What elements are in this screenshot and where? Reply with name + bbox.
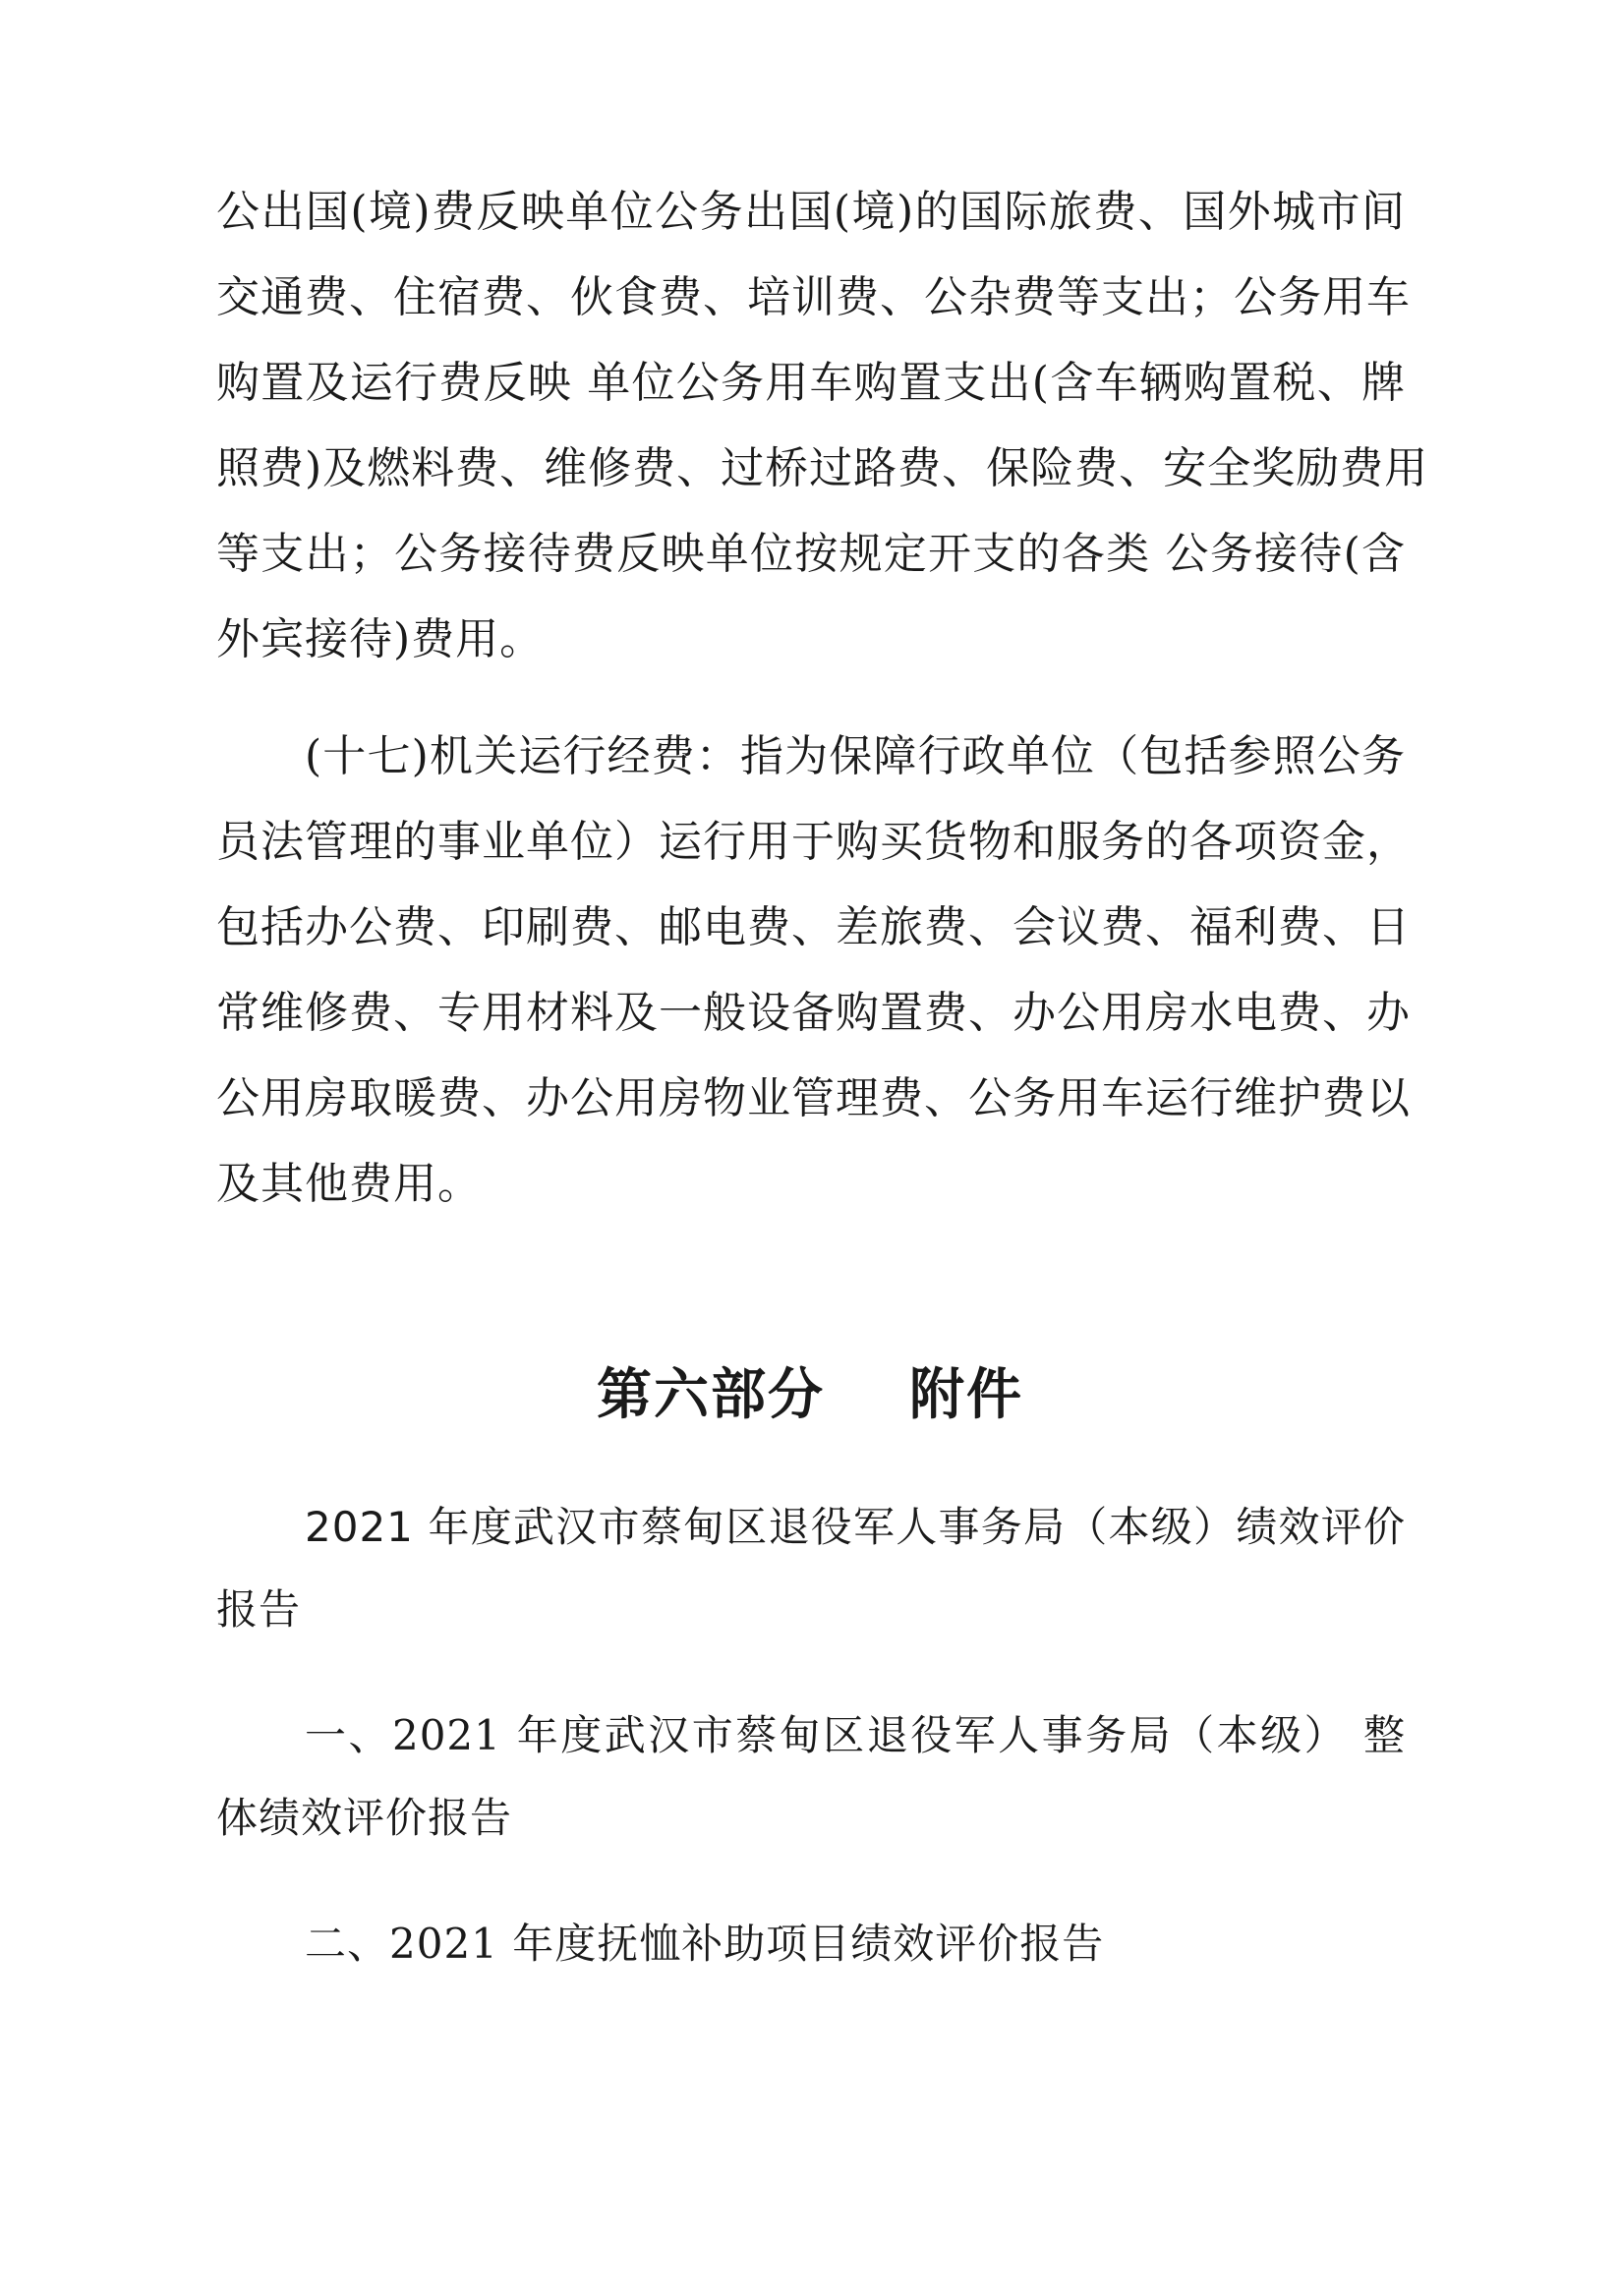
section-title: 第六部分 附件 — [597, 1363, 1023, 1427]
paragraph-1-line-4: 照费)及燃料费、维修费、过桥过路费、保险费、安全奖励费用 — [216, 443, 1429, 493]
paragraph-2-line-4: 常维修费、专用材料及一般设备购置费、办公用房水电费、办 — [216, 988, 1411, 1038]
paragraph-1-line-2: 交通费、住宿费、伙食费、培训费、公杂费等支出；公务用车 — [216, 272, 1411, 322]
attachment-intro-line-2: 报告 — [216, 1585, 302, 1634]
paragraph-1-line-6: 外宾接待)费用。 — [216, 614, 545, 664]
attachment-item-1-line-2: 体绩效评价报告 — [216, 1794, 513, 1842]
paragraph-2-line-5: 公用房取暖费、办公用房物业管理费、公务用车运行维护费以 — [216, 1073, 1411, 1123]
attachment-item-2: 二、2021 年度抚恤补助项目绩效评价报告 — [305, 1920, 1105, 1968]
attachment-intro-line-1: 2021 年度武汉市蔡甸区退役军人事务局（本级）绩效评价 — [305, 1503, 1406, 1551]
paragraph-1-line-5: 等支出；公务接待费反映单位按规定开支的各类 公务接待(含 — [216, 529, 1406, 579]
paragraph-2-line-1: (十七)机关运行经费：指为保障行政单位（包括参照公务 — [305, 731, 1406, 781]
attachment-item-1-line-1: 一、2021 年度武汉市蔡甸区退役军人事务局（本级） 整 — [305, 1711, 1406, 1759]
paragraph-2-line-3: 包括办公费、印刷费、邮电费、差旅费、会议费、福利费、日 — [216, 902, 1411, 952]
paragraph-2-line-2: 员法管理的事业单位）运行用于购买货物和服务的各项资金， — [216, 817, 1411, 867]
paragraph-1-line-3: 购置及运行费反映 单位公务用车购置支出(含车辆购置税、牌 — [216, 358, 1406, 408]
paragraph-2-line-6: 及其他费用。 — [216, 1159, 482, 1209]
paragraph-1-line-1: 公出国(境)费反映单位公务出国(境)的国际旅费、国外城市间 — [216, 187, 1406, 237]
